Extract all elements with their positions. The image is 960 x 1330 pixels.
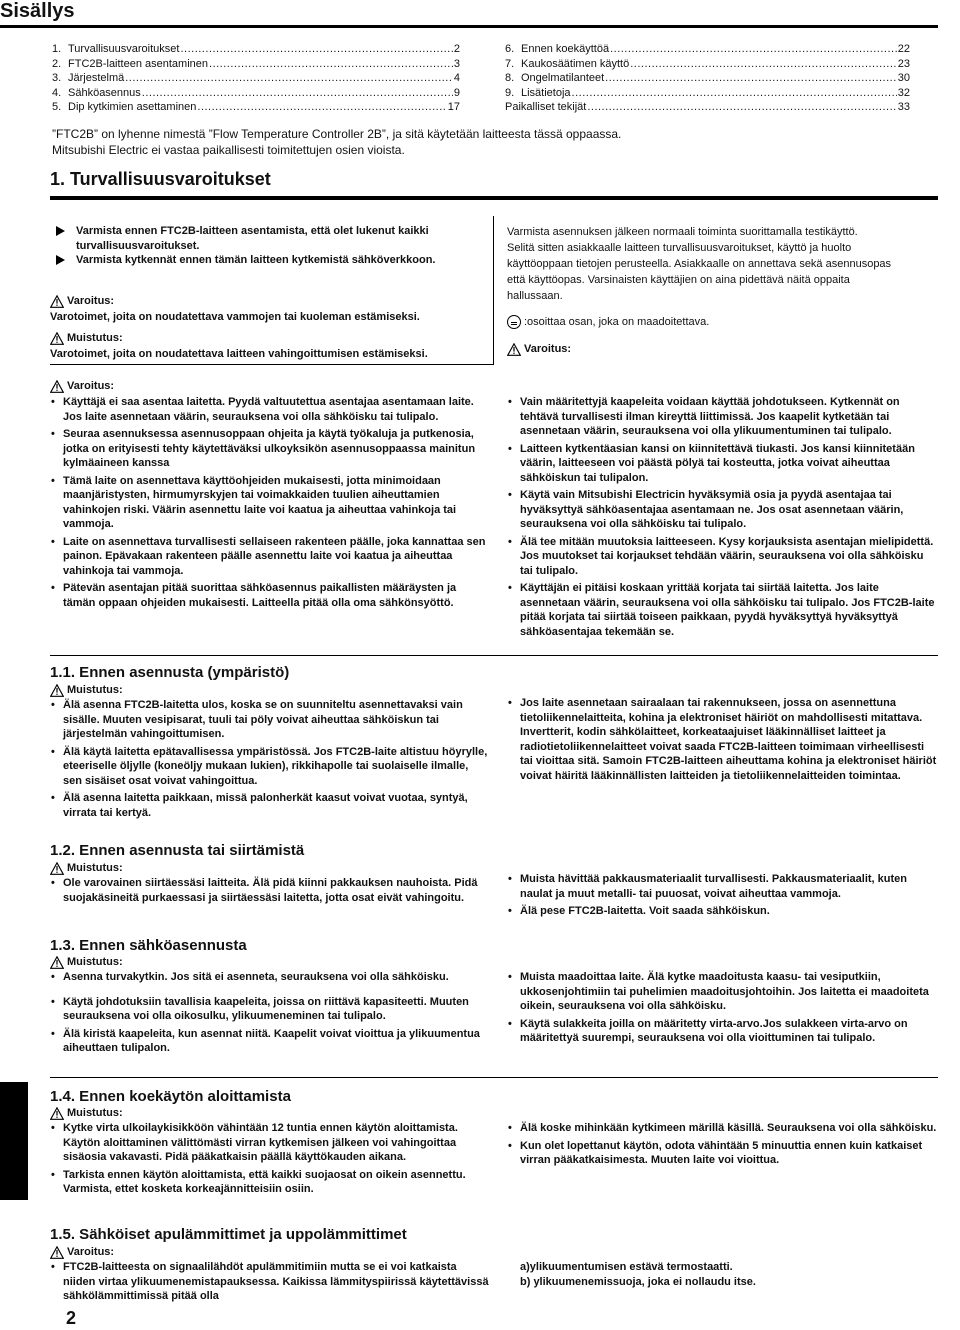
list-item: • Kytke virta ulkoilaykisikköön vähintään 12 tuntia ennen käytön aloittamista. Käytön aloittaminen välittömästi virran kytkemisen jälkeen voi vahingoittaa sisäosia vakavasti. Pidä pääkatkaisin päällä käyttökauden aikana. xyxy=(50,1121,490,1165)
heater-requirements xyxy=(520,1260,940,1290)
toc-entry[interactable]: 6. Ennen koekäyttöä ..... 22 xyxy=(505,42,910,57)
subsection-title: 1.5. Sähköiset apulämmittimet ja uppolämmittimet xyxy=(50,1226,407,1243)
caution-text: Varotoimet, joita on noudatettava laitteen vahingoittumisen estämiseksi. xyxy=(50,348,428,360)
list-item: • Laite on asennettava turvallisesti sellaiseen rakenteen päälle, joka kannattaa sen painon. Epävakaan rakenteen päälle asennettu laite voi kaatua ja aiheuttaa vahinkoja tai vammoja. xyxy=(50,535,490,579)
caution-heading: Muistutus: xyxy=(50,955,123,969)
arrow-icon xyxy=(56,255,65,265)
toc-entry[interactable]: 2. FTC2B-laitteen asentaminen ..... 3 xyxy=(52,57,460,72)
list-item: • Kun olet lopettanut käytön, odota vähintään 5 minuuttia ennen kuin katkaiset virran pääkatkaisimesta. Muuten laite voi vioittua. xyxy=(507,1139,939,1168)
divider xyxy=(50,655,938,656)
list-item: • Älä koske mihinkään kytkimeen märillä käsillä. Seurauksena voi olla sähköisku. xyxy=(507,1121,939,1136)
list-item: • Laitteen kytkentäasian kansi on kiinnitettävä tiukasti. Jos kansi kiinnitetään väärin, laitteeseen voi päästä pölyä tai kosteutta, jotka voivat aiheuttaa sähköiskun tai tulipalon. xyxy=(507,442,939,486)
list-item: • Muista maadoittaa laite. Älä kytke maadoitusta kaasu- tai vesiputkiin, ukkosenjohtimiin tai puhelimien maadoitusjohtoihin. Jos laitetta ei maadoiteta oikein, seurauksena voi olla sähköisku. xyxy=(507,970,939,1014)
warning-heading: Varoitus: xyxy=(507,342,571,356)
subsection-title: 1.4. Ennen koekäytön aloittamista xyxy=(50,1088,291,1105)
warning-triangle-icon xyxy=(50,684,64,697)
warning-list-right xyxy=(507,395,939,642)
list-item: • Seuraa asennuksessa asennusoppaan ohjeita ja käytä työkaluja ja putkenosia, jotka on erityisesti tehty käytettäväksi ulkoyksikön asennusoppaassa mainitun kylmäaineen kanssa xyxy=(50,427,490,471)
list-item: • Käytä vain Mitsubishi Electricin hyväksymiä osia ja pyydä asentajaa tai hyväksyttyä sähköasentajaa asentamaan ne. Jos osat asennetaan väärin, seurauksena voi olla sähköisku tai tulipalo. xyxy=(507,488,939,532)
warning-text: Varotoimet, joita on noudatettava vammojen tai kuoleman estämiseksi. xyxy=(50,311,420,323)
caution-list-left xyxy=(50,970,490,1059)
info-box-right xyxy=(507,224,947,361)
caution-heading: Muistutus: xyxy=(50,861,123,875)
warning-triangle-icon xyxy=(50,862,64,875)
caution-list-right xyxy=(507,970,939,1049)
section-rule xyxy=(50,196,938,200)
caution-heading: Muistutus: xyxy=(50,1106,123,1120)
notice-item: Varmista ennen FTC2B-laitteen asentamista, että olet lukenut kaikki turvallisuusvaroitukset. xyxy=(54,224,496,253)
toc-entry[interactable]: 7. Kaukosäätimen käyttö ..... 23 xyxy=(505,57,910,72)
warning-triangle-icon xyxy=(50,332,64,345)
list-item: • Muista hävittää pakkausmateriaalit turvallisesti. Pakkausmateriaalit, kuten naulat ja muut metalli- tai puuosat, voivat aiheuttaa vammoja. xyxy=(507,872,939,901)
toc-left xyxy=(52,42,460,115)
page-number: 2 xyxy=(66,1308,77,1328)
warning-triangle-icon xyxy=(50,295,64,308)
toc-entry[interactable]: 1. Turvallisuusvaroitukset ..... 2 xyxy=(52,42,460,57)
toc-right xyxy=(505,42,910,115)
warning-triangle-icon xyxy=(507,343,521,356)
caution-list-right xyxy=(507,696,939,786)
info-line: Selitä sitten asiakkaalle laitteen turvallisuusvaroitukset, käyttö ja huolto xyxy=(507,242,852,254)
info-line: käyttöoppaan tietojen perusteella. Asiakkaalle on annettava sekä asennusopas xyxy=(507,258,892,270)
page-title: Sisällys xyxy=(0,0,75,22)
list-item: • Älä pese FTC2B-laitetta. Voit saada sähköiskun. xyxy=(507,904,939,919)
caution-heading: Muistutus: xyxy=(50,683,123,697)
list-item: • Tämä laite on asennettava käyttöohjeiden mukaisesti, jotta minimoidaan maanjäristysten, hirmumyrskyjen tai voimakkaiden tuulien aiheuttamien vahinkojen riski. Väärin asennettu laite voi kaatua ja aiheuttaa vahinkoja tai vammoja. xyxy=(50,474,490,532)
warning-triangle-icon xyxy=(50,956,64,969)
toc-entry[interactable]: 3. Järjestelmä ..... 4 xyxy=(52,71,460,86)
toc-entry[interactable]: Paikalliset tekijät ..... 33 xyxy=(505,100,910,115)
list-item: • Älä asenna FTC2B-laitetta ulos, koska se on suunniteltu asennettavaksi vain sisälle. Muuten vesipisarat, tuuli tai pöly voivat aiheuttaa sähköiskun tai järjestelmän vahingoittumisen. xyxy=(50,698,490,742)
list-item: • Käytä johdotuksiin tavallisia kaapeleita, joissa on riittävä kapasiteetti. Muuten seurauksena voi olla oikosulku, ylikuumeneminen tai tulipalo. xyxy=(50,995,490,1024)
intro-text xyxy=(52,126,932,158)
info-line: Varmista asennuksen jälkeen normaali toiminta suorittamalla testikäyttö. xyxy=(507,226,858,238)
requirement-line: b) ylikuumenemissuoja, joka ei nollaudu itse. xyxy=(520,1276,756,1288)
warning-heading: Varoitus: xyxy=(50,1245,114,1259)
info-line: että käyttöopas. Varsinaisten käyttäjien on aina pidettävä näitä oppaita xyxy=(507,274,850,286)
list-item: • Pätevän asentajan pitää suorittaa sähköasennus paikallisten määräysten ja tämän oppaan ohjeiden mukaisesti. Laitteella pitää olla oma sähkönsyöttö. xyxy=(50,581,490,610)
caution-list-right xyxy=(507,1121,939,1171)
section-title: 1. Turvallisuusvaroitukset xyxy=(50,169,271,189)
list-item: • Käytä sulakkeita joilla on määritetty virta-arvo.Jos sulakkeen virta-arvo on määritettyä suurempi, seurauksena voi olla vioittuminen tai tulipalo. xyxy=(507,1017,939,1046)
warning-list-left xyxy=(50,395,490,613)
list-item: • Asenna turvakytkin. Jos sitä ei asenneta, seurauksena voi olla sähköisku. xyxy=(50,970,490,985)
subsection-title: 1.1. Ennen asennusta (ympäristö) xyxy=(50,664,290,681)
list-item: • Älä asenna laitetta paikkaan, missä palonherkät kaasut voivat vuotaa, syntyä, virrata tai kertyä. xyxy=(50,791,490,820)
warning-list-left xyxy=(50,1260,490,1307)
subsection-title: 1.2. Ennen asennusta tai siirtämistä xyxy=(50,842,305,859)
caution-heading: Muistutus: xyxy=(50,331,123,345)
list-item: • Jos laite asennetaan sairaalaan tai rakennukseen, jossa on asennettuna tietoliikennelaitteita, kohina ja elektroniset häiriöt on mahdollisesti mitattava. Invertterit, kodin sähkölaitteet, korkeataajuiset lääkinnälliset laitteet ja radiotietoliikennelaitteet voivat saada FTC2B-laitteen toimimaan virheellisesti tai vioittaa sitä. Samoin FTC2B-laitteen aiheuttama kohina ja elektroniset häiriöt voivat häiritä lääkinnällisten laitteiden ja tietoliikennelaitteiden toimintaa. xyxy=(507,696,939,783)
intro-line: ”FTC2B” on lyhenne nimestä ”Flow Temperature Controller 2B”, ja sitä käytetään laitteesta tässä oppaassa. xyxy=(52,127,622,141)
warning-heading: Varoitus: xyxy=(50,294,114,308)
list-item: • Käyttäjän ei pitäisi koskaan yrittää korjata tai siirtää laitetta. Jos laite asennetaan väärin, seurauksena voi olla sähköisku tai tulipalo. Jos FTC2B-laite pitää korjata tai siirtää toiseen paikkaan, pyydä hyväksyttyä hyväksyttyä sähköasentajaa tekemään se. xyxy=(507,581,939,639)
notice-item: Varmista kytkennät ennen tämän laitteen kytkemistä sähköverkkoon. xyxy=(54,253,496,268)
list-item: • Älä käytä laitetta epätavallisessa ympäristössä. Jos FTC2B-laite altistuu höyrylle, eteeriselle öljylle (koneöljy mukaan lukien), rikkihapolle tai suolaiselle ilmalle, sen sisäiset osat voivat vahingoittua. xyxy=(50,745,490,789)
list-item: • Käyttäjä ei saa asentaa laitetta. Pyydä valtuutettua asentajaa asentamaan laite. Jos laite asennetaan väärin, seurauksena voi olla sähköisku tai tulipalo. xyxy=(50,395,490,424)
title-rule xyxy=(0,25,938,28)
warning-triangle-icon xyxy=(50,1107,64,1120)
warning-heading: Varoitus: xyxy=(50,379,114,393)
warning-triangle-icon xyxy=(50,380,64,393)
info-box-left xyxy=(50,216,494,365)
ground-icon xyxy=(507,315,521,329)
subsection-title: 1.3. Ennen sähköasennusta xyxy=(50,937,247,954)
toc-entry[interactable]: 9. Lisätietoja ..... 32 xyxy=(505,86,910,101)
info-line: hallussaan. xyxy=(507,290,563,302)
divider xyxy=(50,1077,938,1078)
caution-list-left xyxy=(50,698,490,823)
warning-triangle-icon xyxy=(50,1246,64,1259)
list-item: • Vain määritettyjä kaapeleita voidaan käyttää johdotukseen. Kytkennät on tehtävä turvallisesti ilman kireyttä liittimissä. Jos kaapelit kytketään tai asennetaan väärin, seurauksena voi olla ylikuumentuminen tai tulipalo. xyxy=(507,395,939,439)
toc-entry[interactable]: 4. Sähköasennus ..... 9 xyxy=(52,86,460,101)
list-item: • Älä kiristä kaapeleita, kun asennat niitä. Kaapelit voivat vioittua ja ylikuumentua aiheuttaen tulipalon. xyxy=(50,1027,490,1056)
caution-list-left xyxy=(50,876,490,908)
intro-line: Mitsubishi Electric ei vastaa paikallisesti toimitettujen osien vioista. xyxy=(52,143,405,157)
list-item: • FTC2B-laitteesta on signaalilähdöt apulämmitimiin mutta se ei voi katkaista niiden virtaa ylikuumenemistapauksessa. Kaikissa lämmityspiirissä käytettävissä sähkölämmittimissä pitää olla xyxy=(50,1260,490,1304)
list-item: • Tarkista ennen käytön aloittamista, että kaikki suojaosat on oikein asennettu. Varmista, ettet kosketa korkeajännitteisiin osiin. xyxy=(50,1168,490,1197)
side-tab-marker xyxy=(0,1082,28,1200)
list-item: • Älä tee mitään muutoksia laitteeseen. Kysy korjauksista asentajan mielipidettä. Jos muutokset tai korjaukset tehdään väärin, seurauksena voi olla sähköisku tai tulipalo. xyxy=(507,535,939,579)
caution-list-left xyxy=(50,1121,490,1200)
toc-entry[interactable]: 8. Ongelmatilanteet ..... 30 xyxy=(505,71,910,86)
caution-list-right xyxy=(507,872,939,922)
list-item: • Ole varovainen siirtäessäsi laitteita. Älä pidä kiinni pakkauksen nauhoista. Pidä suojakäsineitä purkaessasi ja siirtäessäsi laitetta, jotta osat eivät vahingoitu. xyxy=(50,876,490,905)
requirement-line: a)ylikuumentumisen estävä termostaatti. xyxy=(520,1261,733,1273)
toc-entry[interactable]: 5. Dip kytkimien asettaminen ..... 17 xyxy=(52,100,460,115)
arrow-icon xyxy=(56,226,65,236)
ground-note: :osoittaa osan, joka on maadoitettava. xyxy=(507,314,947,330)
